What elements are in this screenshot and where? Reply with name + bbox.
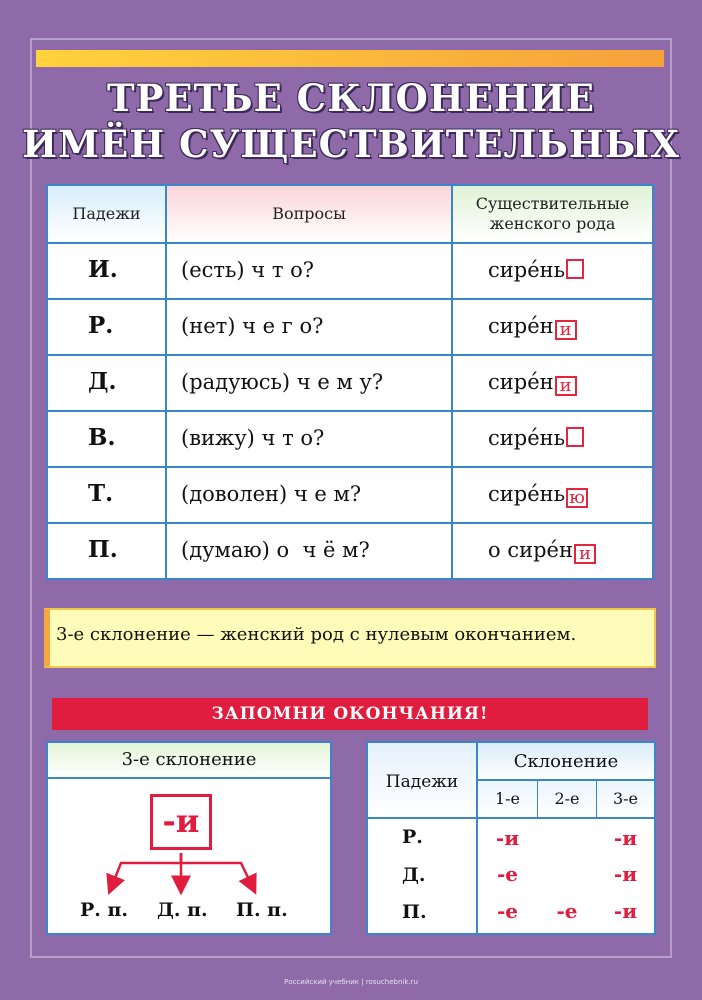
noun-stem: сире́нь bbox=[488, 258, 566, 282]
ending-box: и bbox=[574, 544, 596, 564]
ending-box: ю bbox=[566, 488, 588, 508]
rule-note-text: 3-е склонение — женский род с нулевым окончанием. bbox=[56, 624, 577, 645]
row-question: (думаю) о ч ё м? bbox=[181, 538, 370, 562]
table-divider bbox=[368, 817, 654, 819]
ending-cell: -и bbox=[613, 826, 638, 850]
row-noun bbox=[488, 538, 596, 564]
endings-row-case: Р. bbox=[402, 826, 423, 848]
subheader-3: 3-е bbox=[612, 789, 639, 808]
ending-cell: -е bbox=[496, 899, 519, 923]
header-questions: Вопросы bbox=[272, 204, 346, 223]
third-declension-header: 3-е склонение bbox=[48, 743, 330, 779]
arrow-right-icon bbox=[181, 853, 253, 888]
case-label-prepositional: П. п. bbox=[236, 899, 288, 921]
zero-ending-box bbox=[566, 259, 584, 279]
row-case: Д. bbox=[88, 368, 117, 395]
case-label-dative: Д. п. bbox=[157, 899, 208, 921]
row-case: Р. bbox=[88, 312, 114, 339]
table-divider bbox=[48, 354, 652, 356]
endings-header-cases: Падежи bbox=[385, 772, 459, 792]
publisher-footer: Российский учебник | rosuchebnik.ru bbox=[284, 978, 418, 986]
noun-prefix: о bbox=[488, 538, 508, 562]
endings-row-case: П. bbox=[402, 901, 427, 923]
row-noun bbox=[488, 426, 584, 450]
table-divider bbox=[48, 466, 652, 468]
endings-header-declension: Склонение bbox=[513, 751, 619, 772]
table-divider bbox=[48, 298, 652, 300]
subheader-2: 2-е bbox=[554, 789, 580, 808]
row-case: П. bbox=[88, 536, 118, 563]
endings-row-case: Д. bbox=[402, 864, 426, 886]
ending-box: и bbox=[555, 376, 577, 396]
zero-ending-box bbox=[566, 427, 584, 447]
row-noun bbox=[488, 258, 584, 282]
row-noun bbox=[488, 482, 588, 508]
top-stripe bbox=[36, 50, 664, 67]
header-cases: Падежи bbox=[72, 204, 141, 223]
title-line-1: ТРЕТЬЕ СКЛОНЕНИЕ bbox=[106, 76, 596, 120]
ending-cell: -и bbox=[613, 862, 638, 886]
table-divider bbox=[48, 410, 652, 412]
row-noun bbox=[488, 370, 577, 396]
noun-stem: сире́н bbox=[488, 314, 554, 338]
ending-box: и bbox=[555, 320, 577, 340]
remember-banner: ЗАПОМНИ ОКОНЧАНИЯ! bbox=[52, 698, 648, 730]
row-question: (доволен) ч е м? bbox=[181, 482, 362, 506]
ending-cell: -и bbox=[495, 826, 520, 850]
noun-stem: сире́н bbox=[507, 538, 573, 562]
ending-cell: -е bbox=[496, 862, 519, 886]
row-case: В. bbox=[88, 424, 116, 451]
row-question: (радуюсь) ч е м у? bbox=[181, 370, 384, 394]
noun-stem: сире́нь bbox=[488, 426, 566, 450]
noun-stem: сире́нь bbox=[488, 482, 566, 506]
subheader-1: 1-е bbox=[494, 789, 521, 808]
row-case: И. bbox=[88, 256, 118, 283]
ending-cell: -е bbox=[556, 899, 578, 923]
arrow-left-icon bbox=[111, 853, 181, 888]
ending-cell: -и bbox=[613, 899, 638, 923]
row-question: (нет) ч е г о? bbox=[181, 314, 324, 338]
row-question: (есть) ч т о? bbox=[181, 258, 315, 282]
header-nouns-line1: Существительные bbox=[475, 194, 630, 213]
ending-i-box: -и bbox=[150, 794, 212, 850]
table-divider bbox=[478, 779, 654, 781]
header-nouns-line2: женского рода bbox=[489, 214, 616, 233]
row-question: (вижу) ч т о? bbox=[181, 426, 325, 450]
declension-table bbox=[46, 184, 654, 580]
table-divider bbox=[451, 186, 453, 578]
row-case: Т. bbox=[88, 480, 114, 507]
table-divider bbox=[165, 186, 167, 578]
noun-stem: сире́н bbox=[488, 370, 554, 394]
case-label-genitive: Р. п. bbox=[80, 899, 129, 921]
row-noun bbox=[488, 314, 577, 340]
title-line-2: ИМЁН СУЩЕСТВИТЕЛЬНЫХ bbox=[22, 122, 680, 166]
table-divider bbox=[48, 242, 652, 244]
table-divider bbox=[48, 522, 652, 524]
